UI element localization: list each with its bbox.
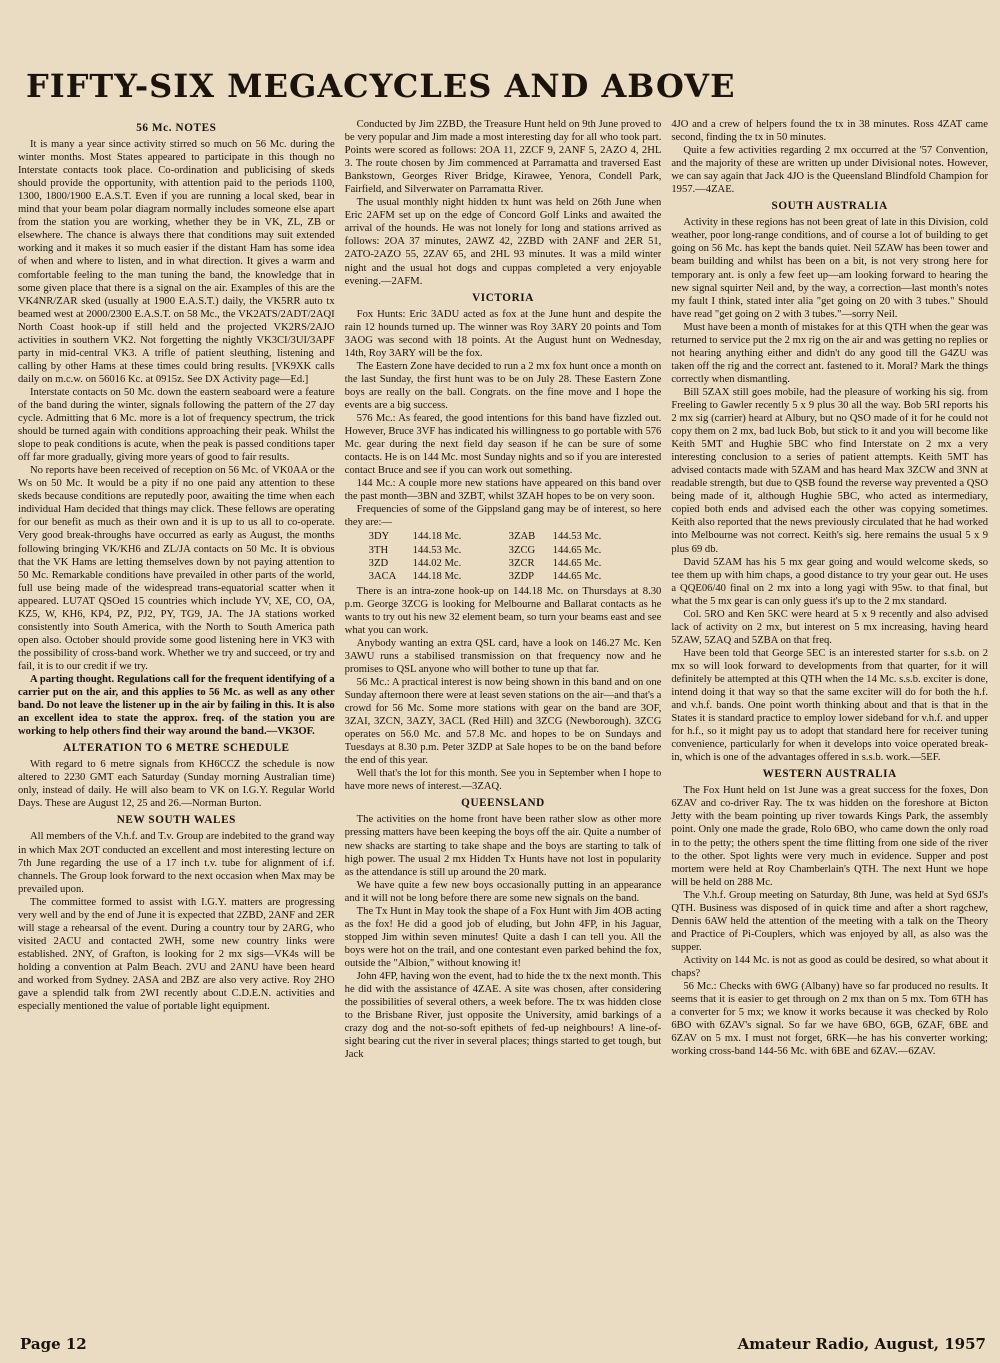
paragraph: Frequencies of some of the Gippsland gang may be of interest, so here they are:— xyxy=(344,504,662,529)
paragraph: Fox Hunts: Eric 3ADU acted as fox at the June hunt and despite the rain 12 hounds turned up. The winner was Roy 3ARY 20 points and Tom 3AOG was second with 18 points. At the August hunt on Wednesday, 14th, Roy 3ARY will be the fox. xyxy=(344,308,662,359)
paragraph: Activity on 144 Mc. is not as good as could be desired, so what about it chaps? xyxy=(671,954,989,979)
paragraph: Must have been a month of mistakes for at this QTH when the gear was returned to service put the 2 mx rig on the air and was getting no replies or not hearing anything either and didn't do any good till the G4ZU was taken off the rig and the correct ant. fastened to it. Moral? Mark the things correctly when dismantling. xyxy=(671,321,989,385)
publication-info: Amateur Radio, August, 1957 xyxy=(737,1335,986,1353)
section-heading-56mc-notes: 56 Mc. NOTES xyxy=(136,122,217,134)
frequency: 144.65 Mc. xyxy=(552,557,602,569)
paragraph: Activity in these regions has not been great of late in this Division, cold weather, poor long-range conditions, and of course a lot of building to get going on 56 Mc. has kept the bands quiet. Neil 5ZAW has been tower and beam building and whilst has been on a bit, is not very strong here for temporary ant. is only a few feet up—am looking forward to hearing the new signal squirter Neil and, by the way, a correction—last month's notes my fault I think, stated inter alia "get going on 20 with 3 tubes." Should have read "get going on 2 with 3 tubes."—sorry Neil. xyxy=(671,217,989,320)
paragraph: The Eastern Zone have decided to run a 2 mx fox hunt once a month on the last Sunday, the first hunt was to be on July 28. These Eastern Zone boys are really on the ball. Congrats. on the fine move and I hope the events are a big success. xyxy=(344,360,662,411)
paragraph: Have been told that George 5EC is an interested starter for s.s.b. on 2 mx so will look forward to developments from that quarter, for it will definitely be attempted at this QTH when the 14 Mc. s.s.b. exciter is done, intend doing it that way so that the same exciter will do for both the h.f. and v.h.f. bands. One point worth thinking about and that is that in the States it is standard practice to employ lower sideband for v.h.f. and upper for h.f., so it might pay us to adopt that standard here for receiver tuning convenience, particularly for when it develops into voice operated break-in, which is one of the advantages offered in s.s.b. work.—5EF. xyxy=(671,647,989,764)
paragraph: The usual monthly night hidden tx hunt was held on 26th June when Eric 2AFM set up on the edge of Concord Golf Links and awaited the arrival of the hounds. He was not lonely for long and stations arrived as follows: 2OA 37 minutes, 2AWZ 42, 2ZBD with 2ANF and 2ER 51, 2ATO-2AZO 55, 2ZAV 65, and 2HL 93 minutes. It was a mild winter night and the usual hot dogs and cuppas completed a very enjoyable evening.—2AFM. xyxy=(344,197,662,287)
frequency-row xyxy=(369,544,662,557)
paragraph: With regard to 6 metre signals from KH6CCZ the schedule is now altered to 2230 GMT each Saturday (Sunday morning Australian time) only, instead of daily. He will also beam to VK on I.G.Y. Regular World Days. These are August 12, 25 and 26.—Norman Burton. xyxy=(18,759,335,810)
paragraph: The Tx Hunt in May took the shape of a Fox Hunt with Jim 4OB acting as the fox! He did a good job of eluding, but John 4FP, in his Jaguar, stopped Jim within seven minutes! Quite a dash I can tell you. All the boys were hot on the trail, and one contestant even parked behind the fox, outside the "Albion," without knowing it! xyxy=(344,905,662,969)
page-footer xyxy=(20,1335,986,1353)
paragraph: No reports have been received of reception on 56 Mc. of VK0AA or the Ws on 50 Mc. It would be a pity if no one paid any attention to these skeds because conditions are reputedly poor, awaiting the time when each individual Ham decided that things may click. These fellows are operating for our benefit as much as their own and it is up to us all to co-operate. Very good break-throughs have occurred as early as August, the months following bringing VK/KH6 and ZL/JA contacts on 50 Mc. It is obvious that the VK Hams are letting themselves down by not paying attention to 50 Mc. Remarkable conditions have prevailed in other parts of the world, full use being made of the widespread trans-equatorial scatter when it appeared. LU7AT QSOed 15 countries which include YV, XE, CO, OA, KZ5, W, KH6, KP4, PZ, PJ2, PY, TG9, JA. The JA stations worked consistently into South America, with the North to South America path open also. October should provide some good listening here in VK3 with the possibility of cross-band work. Whether we try and succeed, or try and fail, it is to our credit if we try. xyxy=(18,465,335,672)
callsign: 3ZAB xyxy=(508,531,536,543)
paragraph: 56 Mc.: A practical interest is now being shown in this band and on one Sunday afternoon there were at least seven stations on the air—and that's a crowd for 56 Mc. Some more stations with gear on the band are 3OF, 3ZAI, 3ZCN, 3AZY, 3ACL (Red Hill) and 3ZCG (Newborough). 3ZCG operates on 56.0 Mc. and 57.8 Mc. and hopes to be on Sundays and Tuesdays at 8.30 p.m. Peter 3ZDP at Sale hopes to be on the band before the end of this year. xyxy=(344,676,662,767)
paragraph: 4JO and a crew of helpers found the tx in 38 minutes. Ross 4ZAT came second, finding the tx in 50 minutes. xyxy=(671,119,989,144)
paragraph: There is an intra-zone hook-up on 144.18 Mc. on Thursdays at 8.30 p.m. George 3ZCG is looking for Melbourne and Ballarat contacts as he wants to try out his new 32 element beam, so turn your beams east and see what you can work. xyxy=(344,585,662,636)
callsign: 3TH xyxy=(368,544,389,556)
paragraph: We have quite a few new boys occasionally putting in an appearance and it will not be long before there are some new signals on the band. xyxy=(344,879,662,904)
paragraph: 576 Mc.: As feared, the good intentions for this band have fizzled out. However, Bruce 3VF has indicated his willingness to go portable with 576 Mc. gear during the next field day season if he can be sure of some contacts. He is on 144 Mc. most Sunday nights and so if you are interested contact Bruce and see if you can work out something. xyxy=(344,413,662,477)
article-columns xyxy=(18,118,988,1315)
callsign: 3ZCG xyxy=(508,544,536,556)
paragraph: John 4FP, having won the event, had to hide the tx the next month. This he did with the assistance of 4ZAE. A site was chosen, after considering the possibilities of several others, a week before. The tx was hidden close to the Brisbane River, just opposite the University, amid barkings of a crazy dog and the not-so-soft epithets of fed-up neighbours! A line-of-sight bearing cut the river in several places; things started to get tough, but Jack xyxy=(344,971,662,1061)
section-heading-victoria: VICTORIA xyxy=(472,291,534,304)
page-number: Page 12 xyxy=(20,1335,87,1353)
column-1 xyxy=(18,118,335,1315)
paragraph: Col. 5RO and Ken 5KC were heard at 5 x 9 recently and also advised lack of activity on 2 mx, but interest on 5 mx increasing, having heard 5ZAW, 5ZAQ and 5ZBA on that freq. xyxy=(671,608,989,646)
callsign: 3DY xyxy=(368,531,390,543)
paragraph: Conducted by Jim 2ZBD, the Treasure Hunt held on 9th June proved to be very popular and Jim made a most interesting day for all who took part. Points were scored as follows: 2OA 11, 2ZCF 9, 2ANF 5, 2AZO 4, 2HL 3. The route chosen by Jim commenced at Parramatta and traversed East Bankstown, Georges River Bridge, Kirawee, Yenora, Condell Park, Fairfield, and Silverwater on Parramatta River. xyxy=(344,119,662,196)
frequency-row xyxy=(369,530,662,543)
frequency: 144.53 Mc. xyxy=(412,544,462,556)
page-title: FIFTY-SIX MEGACYCLES AND ABOVE xyxy=(26,67,736,105)
frequency: 144.02 Mc. xyxy=(412,557,462,569)
section-heading-nsw: NEW SOUTH WALES xyxy=(116,814,236,827)
frequency: 144.53 Mc. xyxy=(552,531,602,543)
paragraph: Quite a few activities regarding 2 mx occurred at the '57 Convention, and the majority of these are written up under Divisional notes. However, we can say again that Jack 4JO is the Queensland Blindfold Champion for 1957.—4ZAE. xyxy=(671,145,989,196)
paragraph: 144 Mc.: A couple more new stations have appeared on this band over the past month—3BN and 3ZBT, whilst 3ZAH hopes to be on very soon. xyxy=(344,478,662,503)
paragraph: Bill 5ZAX still goes mobile, had the pleasure of working his sig. from Freeling to Gawler recently 5 x 9 plus 30 all the way. Bob 5RI reports his 2 mx sig (carrier) heard at Albury, but no QSO made of it for he could not copy them on 2 mx, bad luck Bob, but stick to it and you will become like Keith 5MT and Hughie 5BC who find Interstate on 2 mx a very interesting conclusion to a series of patient attempts. Keith 5MT has advised contacts made with 5ZAM and has heard Max 3ZCW and 3NN at readable strength, but due to QSB found the reverse way prevented a QSO being made of it, although Hughie 5BC, who acted as intermediary, copied both ends and advised each the other was copying sometimes. Keith also reported that the news previously circulated that he had worked into Melbourne was not correct. Keith's sig. here remains the usual 5 x 9 plus 69 db. xyxy=(671,386,989,555)
paragraph: Anybody wanting an extra QSL card, have a look on 146.27 Mc. Ken 3AWU runs a stabilised transmission on that frequency now and he promises to QSL anyone who will bother to tune up that far. xyxy=(344,637,662,675)
callsign: 3ZD xyxy=(368,557,389,569)
section-heading-queensland: QUEENSLAND xyxy=(461,797,545,810)
column-2 xyxy=(345,118,662,1315)
paragraph: The V.h.f. Group meeting on Saturday, 8th June, was held at Syd 6SJ's QTH. Business was disposed of in quick time and after a short ragchew, Dennis 6AW held the attention of the meeting with a talk on the Theory and Practice of Pi-Couplers, which was enjoyed by all, as also was the supper. xyxy=(671,889,989,953)
section-heading-south-australia: SOUTH AUSTRALIA xyxy=(771,200,888,213)
paragraph: The activities on the home front have been rather slow as other more pressing matters have been keeping the boys off the air. Quite a number of new shacks are starting to take shape and the boys are starting to talk of high power. The usual 2 mx Hidden Tx Hunts have not lost in popularity as the attendance is still up around the 20 mark. xyxy=(344,814,662,878)
paragraph: Well that's the lot for this month. See you in September when I hope to have more news of interest.—3ZAQ. xyxy=(344,768,662,793)
frequency: 144.65 Mc. xyxy=(552,544,602,556)
paragraph: 56 Mc.: Checks with 6WG (Albany) have so far produced no results. It seems that it is easier to get through on 2 mx than on 5 mx. Tom 6TH has a converter for 5 mx; we know it works because it was checked by Rolo 6BO with 6ZAV's signal. So far we have 6BO, 6GB, 6ZAF, 6BE and 6ZAV on 5 mx. I must not forget, 6RK—he has his converter working; working cross-band 144-56 Mc. with 6BE and 6ZAV.—6ZAV. xyxy=(671,981,989,1058)
paragraph: Interstate contacts on 50 Mc. down the eastern seaboard were a feature of the band during the winter, signals following the pattern of the 27 day cycle. Admitting that 6 Mc. more is a lot of frequency spectrum, the trick should be turned again with conditions approaching their peak. Whilst the slope to peak conditions is acute, when the peak is passed conditions taper off far more gradually, giving more years of good to fair results. xyxy=(18,386,335,464)
parting-thought-paragraph: A parting thought. Regulations call for the frequent identifying of a carrier put on the air, and this applies to 56 Mc. as well as any other band. Do not leave the listener up in the air by failing in this. It is also an excellent idea to state the approx. freq. of the station you are working to help others find their way around the band.—VK3OF. xyxy=(18,673,335,738)
frequency: 144.18 Mc. xyxy=(412,570,462,582)
section-heading-western-australia: WESTERN AUSTRALIA xyxy=(762,768,897,781)
section-heading-alteration: ALTERATION TO 6 METRE SCHEDULE xyxy=(63,742,290,755)
paragraph: It is many a year since activity stirred so much on 56 Mc. during the winter months. Most States appeared to participate in this though no Interstate contacts took place. Co-ordination and publicising of skeds should provide the opportunity, with attention paid to the periods 1100, 1300, 1800/1900 E.A.S.T. Even if you are running a local sked, bear in mind that your beam polar diagram normally includes someone else apart from the station you are working, whether they be in VK, ZL, ZB or elsewhere. The chance is always there that conditions may suit extended working and it makes it so much easier if the distant Ham has some idea of when and where to listen, and in what direction. It gives a warm and comfortable feeling to the man tuning the band, the knowledge that in some given place that there is a signal on the air. Examples of this are the VK4NR/ZAR sked (usually at 1900 E.A.S.T.) daily, the VK5RR auto tx beamed west at 2000/2300 E.A.S.T. on 58 Mc., the VK2ATS/2ADT/2AQI North Coast hook-up if still held and the projected VK2RS/2AJO activities in southern VK2. Not forgetting the nightly VK3CI/3UI/3APF party in mid-central VK3. A trifle of patient sleuthing, listening and calling by other Hams at these times could bring results. [VK9XK calls daily on m.c.w. on 56016 Kc. at 0915z. See DX Activity page—Ed.] xyxy=(18,139,335,385)
callsign: 3ACA xyxy=(368,570,397,582)
frequency-row xyxy=(369,570,662,583)
paragraph: David 5ZAM has his 5 mx gear going and would welcome skeds, so tee them up with him chaps, a good distance to try your gear out. He uses a QQE06/40 final on 2 mx into a long yagi with 95w. to that final, but what the 5 mx gear is can only guess it's up to the 2 mx standard. xyxy=(671,556,989,607)
column-3 xyxy=(671,118,988,1315)
callsign: 3ZCR xyxy=(508,557,535,569)
frequency: 144.18 Mc. xyxy=(412,531,462,543)
frequency: 144.65 Mc. xyxy=(552,570,602,582)
paragraph: All members of the V.h.f. and T.v. Group are indebited to the grand way in which Max 2OT conducted an excellent and most interesting lecture on 7th June regarding the use of a 17 inch t.v. tube for alignment of i.f. channels. The Group look forward to the next occasion when Max may be prevailed upon. xyxy=(18,831,335,895)
paragraph: The Fox Hunt held on 1st June was a great success for the foxes, Don 6ZAV and co-driver Ray. The tx was hidden on the foreshore at Bicton Jetty with the beam pointing up river towards Kings Park, the assembly point. Only one made the grade, Rolo 6BO, who came down the only road in to the petty; the others spent the time flitting from one side of the river to the other. Spot lights were very much in evidence. Supper and post mortem were held at Roy Chamberlain's QTH. The next Hunt we hope will be held on 288 Mc. xyxy=(671,785,989,888)
frequency-table xyxy=(369,530,662,582)
callsign: 3ZDP xyxy=(508,570,534,582)
paragraph: The committee formed to assist with I.G.Y. matters are progressing very well and by the end of June it is expected that 2ZBD, 2ANF and 2ER will stage a rehearsal of the event. During a country tour by 2ARG, who visited 2ACU and contacted 2WH, some new country links were established. 2NY, of Grafton, is looking for 2 mx sigs—VK4s will be holding a convention at Palm Beach. 2VU and 2ANU have been heard and worked from Sydney. 2ASA and 2BZ are also very active. Roy 2HO gave a splendid talk from 2WI recently about C.D.E.N. activities and especially mentioned the value of portable light equipment. xyxy=(18,896,335,1013)
frequency-row xyxy=(369,557,662,570)
